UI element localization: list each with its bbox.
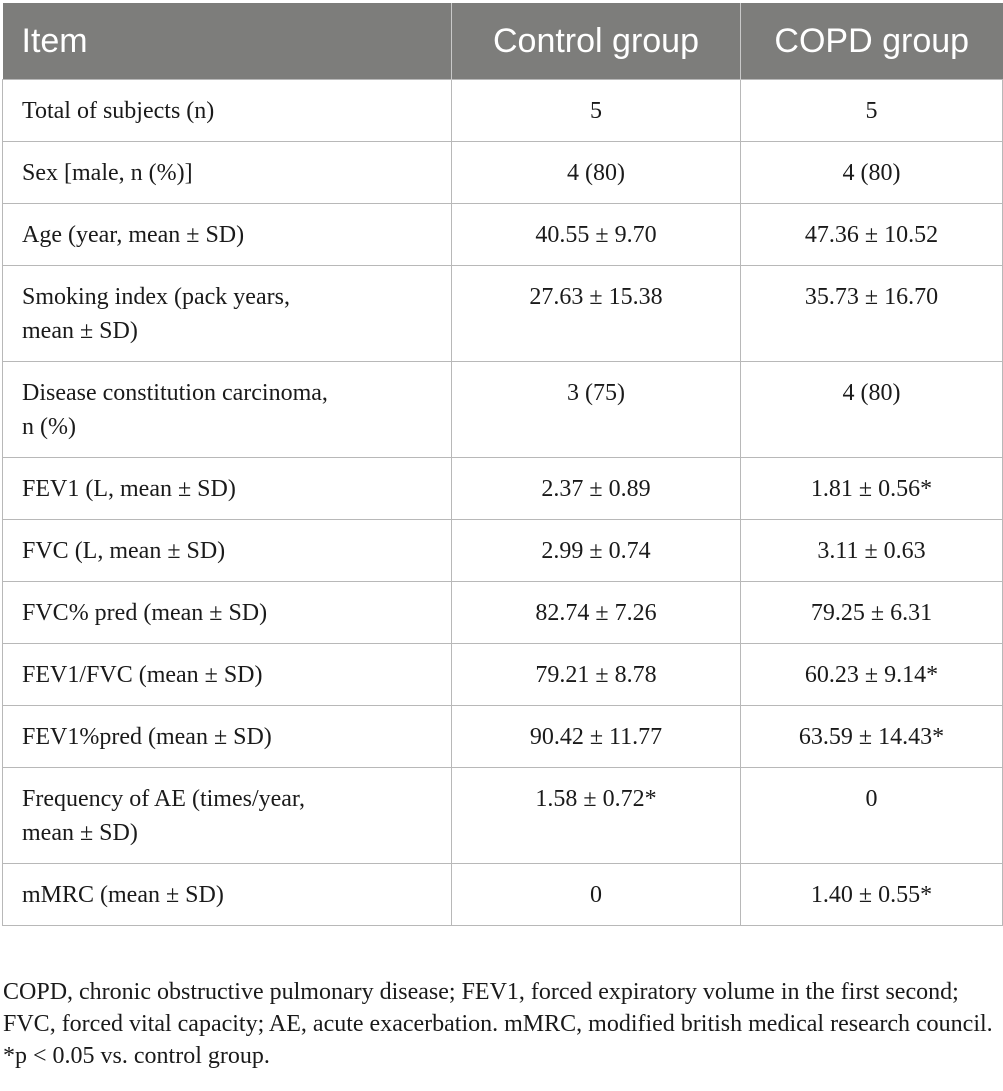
table-footnote [3,976,999,1072]
copd-value: 5 [741,80,1003,142]
copd-value: 3.11 ± 0.63 [741,520,1003,582]
table-row [3,706,1003,768]
control-value: 2.37 ± 0.89 [452,458,741,520]
row-label: mMRC (mean ± SD) [3,864,452,926]
control-value: 90.42 ± 11.77 [452,706,741,768]
table-row [3,266,1003,362]
control-value: 79.21 ± 8.78 [452,644,741,706]
copd-value: 4 (80) [741,362,1003,458]
table-row [3,644,1003,706]
row-label: FEV1 (L, mean ± SD) [3,458,452,520]
row-label-line-2: n (%) [22,414,76,440]
row-label-line-1: Frequency of AE (times/year, [22,786,305,812]
row-label [3,768,452,864]
header-item: Item [3,3,452,80]
table-row [3,864,1003,926]
copd-value: 4 (80) [741,142,1003,204]
control-value: 2.99 ± 0.74 [452,520,741,582]
row-label-line-1: Smoking index (pack years, [22,284,290,310]
copd-value: 47.36 ± 10.52 [741,204,1003,266]
copd-value: 79.25 ± 6.31 [741,582,1003,644]
row-label: Sex [male, n (%)] [3,142,452,204]
copd-value: 60.23 ± 9.14* [741,644,1003,706]
copd-value: 1.81 ± 0.56* [741,458,1003,520]
control-value: 40.55 ± 9.70 [452,204,741,266]
row-label [3,362,452,458]
row-label: FEV1/FVC (mean ± SD) [3,644,452,706]
table-row [3,362,1003,458]
control-value: 82.74 ± 7.26 [452,582,741,644]
copd-value: 63.59 ± 14.43* [741,706,1003,768]
control-value: 0 [452,864,741,926]
row-label: Total of subjects (n) [3,80,452,142]
table-row [3,142,1003,204]
control-value: 3 (75) [452,362,741,458]
header-copd-group: COPD group [741,3,1003,80]
table-row [3,458,1003,520]
row-label-line-1: Disease constitution carcinoma, [22,380,328,406]
copd-value: 35.73 ± 16.70 [741,266,1003,362]
control-value: 4 (80) [452,142,741,204]
table-row [3,582,1003,644]
row-label: FVC% pred (mean ± SD) [3,582,452,644]
table-row [3,204,1003,266]
row-label-line-2: mean ± SD) [22,820,138,846]
table-row [3,80,1003,142]
table-row [3,768,1003,864]
header-control-group: Control group [452,3,741,80]
baseline-characteristics-table [2,3,1003,926]
control-value: 5 [452,80,741,142]
table-header-row [3,3,1003,80]
row-label: FVC (L, mean ± SD) [3,520,452,582]
row-label-line-2: mean ± SD) [22,318,138,344]
control-value: 1.58 ± 0.72* [452,768,741,864]
footnote-text: COPD, chronic obstructive pulmonary disease; FEV1, forced expiratory volume in the first second; FVC, forced vital capacity; AE, acute exacerbation. mMRC, modified british medical research council. *p < 0.05 vs. control group. [3,979,993,1069]
copd-value: 1.40 ± 0.55* [741,864,1003,926]
table-row [3,520,1003,582]
copd-value: 0 [741,768,1003,864]
row-label: Age (year, mean ± SD) [3,204,452,266]
row-label [3,266,452,362]
row-label: FEV1%pred (mean ± SD) [3,706,452,768]
control-value: 27.63 ± 15.38 [452,266,741,362]
